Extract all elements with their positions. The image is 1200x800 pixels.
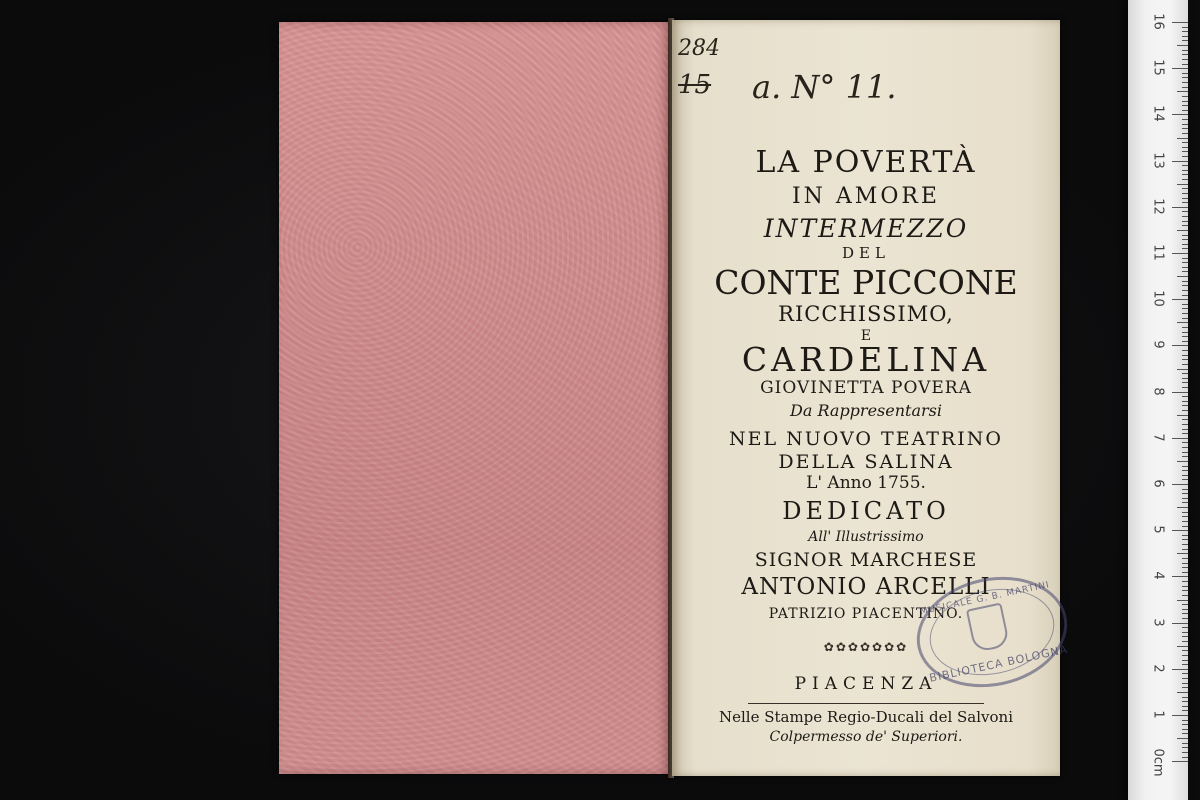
ruler-label: 7: [1150, 433, 1166, 442]
ruler-label: 14: [1150, 105, 1166, 123]
ruler-tick: [1182, 429, 1188, 430]
title-line-8: CARDELINA: [741, 340, 991, 379]
ruler-tick: [1182, 295, 1188, 296]
ruler-tick: [1182, 193, 1188, 194]
ruler-tick: [1182, 244, 1188, 245]
ruler-tick: [1182, 332, 1188, 333]
ruler-tick: [1182, 535, 1188, 536]
title-line-16: SIGNOR MARCHESE: [754, 549, 978, 571]
ruler-tick: [1177, 461, 1188, 462]
ruler-tick: [1182, 387, 1188, 388]
printers-ornament: ✿✿✿✿✿✿✿: [823, 640, 909, 654]
ruler-tick: [1182, 156, 1188, 157]
title-line-7: E: [860, 328, 872, 344]
ruler-tick: [1182, 341, 1188, 342]
ruler-tick: [1182, 632, 1188, 633]
ruler-tick: [1182, 475, 1188, 476]
stamp-top-text: MUSICALE G. B. MARTINI: [919, 580, 1051, 618]
ruler-tick: [1182, 235, 1188, 236]
ruler-tick: [1182, 73, 1188, 74]
ruler-tick: [1172, 530, 1188, 531]
ruler-tick: [1182, 290, 1188, 291]
ruler-tick: [1182, 64, 1188, 65]
ruler-label: 9: [1150, 340, 1166, 350]
ruler-tick: [1182, 641, 1188, 642]
ruler-label: 4: [1150, 571, 1166, 581]
title-line-12: DELLA SALINA: [778, 451, 954, 473]
ruler-tick: [1182, 743, 1188, 744]
ruler-tick: [1172, 253, 1188, 254]
ruler-tick: [1182, 498, 1188, 499]
title-line-6: RICCHISSIMO,: [778, 302, 954, 326]
ruler-tick: [1177, 553, 1188, 554]
ruler-tick: [1182, 456, 1188, 457]
ruler-tick: [1182, 539, 1188, 540]
license-line: Colpermesso de' Superiori.: [769, 729, 963, 745]
title-line-13: L' Anno 1755.: [806, 473, 926, 493]
ruler-tick: [1182, 572, 1188, 573]
ruler-tick: [1182, 396, 1188, 397]
ruler-tick: [1182, 752, 1188, 753]
ruler-tick: [1182, 211, 1188, 212]
ruler-tick: [1182, 364, 1188, 365]
ruler-tick: [1182, 151, 1188, 152]
ruler-label: 11: [1150, 244, 1166, 261]
ruler-tick: [1182, 609, 1188, 610]
ruler-tick: [1182, 410, 1188, 411]
ruler-tick: [1182, 660, 1188, 661]
ruler-tick: [1182, 147, 1188, 148]
ruler-tick: [1182, 221, 1188, 222]
ruler-tick: [1182, 202, 1188, 203]
title-line-2: IN AMORE: [791, 184, 940, 209]
ruler-tick: [1182, 124, 1188, 125]
ruler-tick: [1182, 225, 1188, 226]
ruler-tick: [1172, 715, 1188, 716]
ruler-tick: [1172, 68, 1188, 69]
ruler-label: 6: [1150, 479, 1166, 488]
ruler-tick: [1182, 720, 1188, 721]
ruler-label: 8: [1150, 386, 1166, 396]
ruler-tick: [1182, 452, 1188, 453]
ruler-tick: [1182, 31, 1188, 32]
ruler-tick: [1182, 627, 1188, 628]
ruler-tick: [1182, 198, 1188, 199]
ruler-tick: [1182, 77, 1188, 78]
ruler-tick: [1182, 27, 1188, 28]
ruler-label: 10: [1150, 290, 1166, 307]
ruler-tick: [1182, 105, 1188, 106]
ruler-tick: [1182, 110, 1188, 111]
ruler-tick: [1182, 683, 1188, 684]
ruler-label: 12: [1150, 198, 1166, 215]
ruler-tick: [1182, 466, 1188, 467]
title-line-9: GIOVINETTA POVERA: [760, 378, 972, 398]
ruler-tick: [1182, 174, 1188, 175]
ruler-tick: [1182, 516, 1188, 517]
title-line-3: INTERMEZZO: [763, 214, 969, 243]
ruler-tick: [1182, 489, 1188, 490]
ruler-tick: [1182, 304, 1188, 305]
ruler-tick: [1182, 526, 1188, 527]
title-line-1: LA POVERTÀ: [755, 145, 977, 180]
ruler-tick: [1182, 470, 1188, 471]
ruler-tick: [1172, 576, 1188, 577]
ruler-tick: [1172, 761, 1188, 762]
ruler-tick: [1182, 710, 1188, 711]
ruler-tick: [1177, 692, 1188, 693]
ruler-tick: [1182, 281, 1188, 282]
ruler-tick: [1182, 479, 1188, 480]
ruler-tick: [1182, 165, 1188, 166]
ruler-tick: [1182, 119, 1188, 120]
ruler-tick: [1182, 262, 1188, 263]
ruler-tick: [1182, 258, 1188, 259]
ruler-tick: [1182, 604, 1188, 605]
ruler-tick: [1177, 600, 1188, 601]
ruler-tick: [1182, 512, 1188, 513]
ruler-tick: [1182, 87, 1188, 88]
ruler-tick: [1177, 138, 1188, 139]
ruler-tick: [1182, 82, 1188, 83]
ruler-tick: [1182, 664, 1188, 665]
ruler-tick: [1177, 276, 1188, 277]
ruler-tick: [1182, 595, 1188, 596]
ruler-tick: [1172, 484, 1188, 485]
title-line-15: All' Illustrissimo: [808, 529, 924, 545]
title-line-17: ANTONIO ARCELLI: [741, 574, 991, 600]
ruler-tick: [1182, 50, 1188, 51]
ruler-tick: [1182, 433, 1188, 434]
ruler-tick: [1182, 613, 1188, 614]
ruler-tick: [1177, 415, 1188, 416]
ruler-tick: [1182, 493, 1188, 494]
ruler-tick: [1182, 673, 1188, 674]
ruler-tick: [1172, 392, 1188, 393]
ruler-tick: [1177, 322, 1188, 323]
ruler-tick: [1172, 299, 1188, 300]
ruler-tick: [1182, 188, 1188, 189]
ruler-tick: [1177, 507, 1188, 508]
ruler-tick: [1182, 248, 1188, 249]
shelfmark: a. N° 11.: [752, 68, 897, 106]
ruler-tick: [1182, 747, 1188, 748]
ruler-tick: [1182, 586, 1188, 587]
ruler-tick: [1182, 502, 1188, 503]
ruler-tick: [1182, 327, 1188, 328]
ruler-tick: [1182, 101, 1188, 102]
ruler-tick: [1182, 590, 1188, 591]
imprint-line: Nelle Stampe Regio-Ducali del Salvoni: [718, 708, 1014, 726]
inventory-note: 284: [678, 36, 720, 61]
ruler-tick: [1182, 36, 1188, 37]
ruler-tick: [1182, 54, 1188, 55]
ruler-tick: [1182, 239, 1188, 240]
ruler-tick: [1182, 128, 1188, 129]
ruler-tick: [1182, 650, 1188, 651]
ruler-tick: [1182, 59, 1188, 60]
ruler-tick: [1177, 45, 1188, 46]
marbled-cover-board: [279, 22, 671, 774]
ruler-tick: [1172, 114, 1188, 115]
ruler-tick: [1182, 618, 1188, 619]
struck-shelfmark: 15: [678, 70, 712, 100]
ruler-tick: [1182, 636, 1188, 637]
ruler-tick: [1182, 373, 1188, 374]
ruler-tick: [1182, 733, 1188, 734]
ruler-tick: [1177, 91, 1188, 92]
ruler-tick: [1182, 382, 1188, 383]
ruler-tick: [1182, 567, 1188, 568]
title-line-14: DEDICATO: [782, 497, 950, 525]
ruler-tick: [1182, 267, 1188, 268]
ruler-tick: [1182, 318, 1188, 319]
ruler-tick: [1182, 563, 1188, 564]
ruler-tick: [1182, 170, 1188, 171]
title-line-5: CONTE PICCONE: [714, 263, 1018, 302]
ruler-tick: [1182, 313, 1188, 314]
ruler-label: 5: [1150, 525, 1166, 534]
ruler-label: 1: [1150, 710, 1166, 719]
ruler-tick: [1172, 669, 1188, 670]
ruler-tick: [1182, 405, 1188, 406]
ruler-label: 15: [1150, 59, 1166, 76]
title-line-10: Da Rappresentarsi: [790, 401, 942, 420]
ruler-tick: [1172, 207, 1188, 208]
ruler-tick: [1182, 308, 1188, 309]
place-of-printing: PIACENZA: [794, 674, 938, 694]
ruler-tick: [1182, 558, 1188, 559]
ruler-tick: [1182, 729, 1188, 730]
imprint-rule: [748, 703, 984, 704]
ruler-tick: [1177, 646, 1188, 647]
ruler-tick: [1172, 22, 1188, 23]
measurement-ruler: [1128, 0, 1188, 800]
stamp-bottom-text: BIBLIOTECA BOLOGNA: [928, 642, 1070, 685]
ruler-tick: [1177, 369, 1188, 370]
ruler-tick: [1182, 544, 1188, 545]
ruler-tick: [1182, 697, 1188, 698]
ruler-tick: [1182, 757, 1188, 758]
ruler-tick: [1182, 419, 1188, 420]
ruler-tick: [1172, 438, 1188, 439]
ruler-label: 16: [1150, 13, 1166, 30]
ruler-tick: [1182, 359, 1188, 360]
ruler-tick: [1177, 230, 1188, 231]
ruler-tick: [1182, 350, 1188, 351]
ruler-tick: [1172, 623, 1188, 624]
title-line-11: NEL NUOVO TEATRINO: [729, 428, 1003, 450]
ruler-tick: [1182, 521, 1188, 522]
ruler-tick: [1182, 549, 1188, 550]
ruler-tick: [1172, 161, 1188, 162]
title-line-18: PATRIZIO PIACENTINO.: [768, 606, 964, 622]
ruler-tick: [1182, 378, 1188, 379]
ruler-tick: [1182, 285, 1188, 286]
ruler-tick: [1182, 142, 1188, 143]
ruler-tick: [1182, 179, 1188, 180]
ruler-label: 0cm: [1150, 748, 1166, 777]
ruler-tick: [1177, 738, 1188, 739]
ruler-tick: [1182, 442, 1188, 443]
ruler-tick: [1182, 701, 1188, 702]
ruler-tick: [1182, 447, 1188, 448]
ruler-label: 3: [1150, 617, 1166, 627]
ruler-label: 2: [1150, 664, 1166, 673]
ruler-tick: [1182, 96, 1188, 97]
ruler-tick: [1182, 706, 1188, 707]
ruler-tick: [1172, 345, 1188, 346]
ruler-tick: [1182, 355, 1188, 356]
ruler-tick: [1182, 687, 1188, 688]
ruler-tick: [1182, 40, 1188, 41]
ruler-tick: [1182, 336, 1188, 337]
ruler-tick: [1182, 581, 1188, 582]
ruler-tick: [1182, 655, 1188, 656]
ruler-tick: [1182, 133, 1188, 134]
title-line-4: DEL: [842, 244, 890, 262]
ruler-label: 13: [1150, 151, 1166, 169]
ruler-tick: [1182, 401, 1188, 402]
ruler-tick: [1177, 184, 1188, 185]
ruler-tick: [1182, 216, 1188, 217]
ruler-tick: [1182, 724, 1188, 725]
ruler-tick: [1182, 271, 1188, 272]
ruler-tick: [1182, 424, 1188, 425]
ruler-tick: [1182, 678, 1188, 679]
